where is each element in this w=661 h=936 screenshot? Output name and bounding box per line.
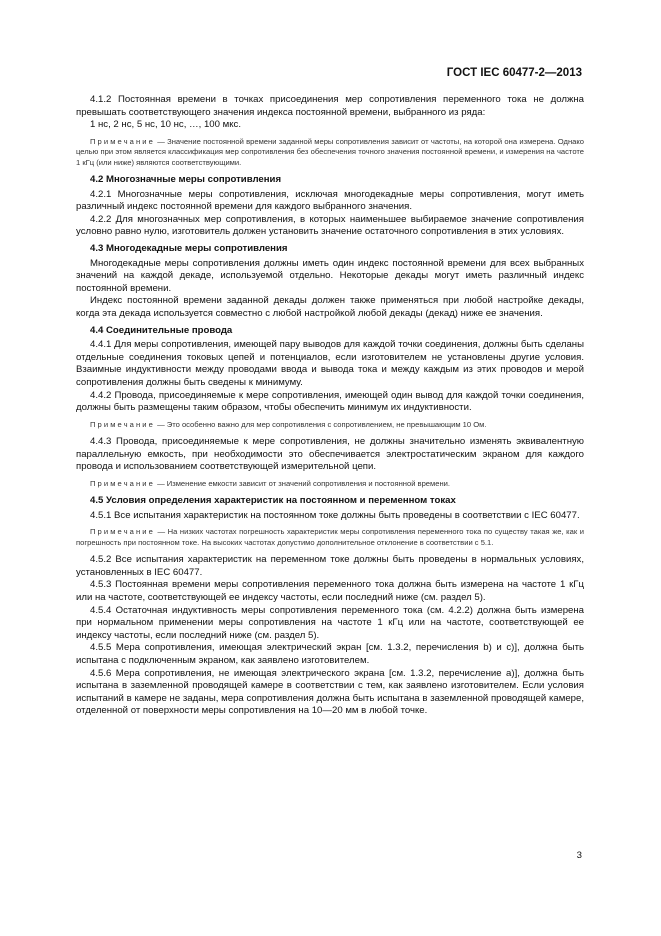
paragraph-4-2-1: 4.2.1 Многозначные меры сопротивления, исключая многодекадные меры сопротивления, могут иметь различный индекс постоянной времени для каждого выбранного значения. — [76, 188, 584, 213]
note-text: — На низких частотах погрешность характеристик меры сопротивления переменного тока по существу такая же, как и погрешность при постоянном токе. На высоких частотах допустимо дополнительное отклонение в соответствии с 5.1. — [76, 527, 584, 547]
note-label: Примечание — [90, 419, 155, 429]
note-2 — [76, 420, 584, 430]
document-body — [76, 94, 584, 718]
note-4 — [76, 527, 584, 548]
note-1 — [76, 137, 584, 168]
paragraph-4-4-3: 4.4.3 Провода, присоединяемые к мере сопротивления, не должны значительно изменять эквивалентную параллельную емкость, при необходимости это обеспечивается электростатическим экраном для каждого провода и использованием соответствующей измерительной цепи. — [76, 436, 584, 473]
paragraph-4-2-2: 4.2.2 Для многозначных мер сопротивления, в которых наименьшее выбираемое значение сопротивления условно равно нулю, изготовитель должен установить значение остаточного сопротивления в этих условиях. — [76, 213, 584, 238]
paragraph-4-3-a: Многодекадные меры сопротивления должны иметь один индекс постоянной времени для всех выбранных значений на каждой декаде, используемой отдельно. Некоторые декады могут иметь различный индекс постоянной времени. — [76, 257, 584, 294]
paragraph-4-5-6: 4.5.6 Мера сопротивления, не имеющая электрического экрана [см. 1.3.2, перечисление a)], должна быть испытана в заземленной проводящей камере в соответствии с тем, как заявлено изготовителем. Если условия испытаний в камере не заданы, мера сопротивления должна быть испытана в заземленной проводящей камере, отделенной от поверхности меры сопротивления на 10—20 мм в любой точке. — [76, 667, 584, 717]
note-text: — Изменение емкости зависит от значений сопротивления и постоянной времени. — [154, 478, 451, 488]
heading-4-4: 4.4 Соединительные провода — [90, 324, 233, 336]
paragraph-4-5-4: 4.5.4 Остаточная индуктивность меры сопротивления переменного тока (см. 4.2.2) должна быть измерена при нормальном применении меры сопротивления на частоте 1 кГц или на частоте, соответствующей ее индексу частоты, если последний ниже (см. раздел 5). — [76, 604, 584, 641]
document-header: ГОСТ IEC 60477-2—2013 — [446, 67, 582, 79]
paragraph-series: 1 нс, 2 нс, 5 нс, 10 нс, …, 100 мкс. — [90, 119, 242, 131]
paragraph-4-5-2: 4.5.2 Все испытания характеристик на переменном токе должны быть проведены в нормальных условиях, установленных в IEC 60477. — [76, 554, 584, 578]
paragraph-4-4-2: 4.4.2 Провода, присоединяемые к мере сопротивления, имеющей один вывод для каждой точки соединения, должны быть размещены таким образом, чтобы обеспечить минимум их индуктивности. — [76, 389, 584, 414]
paragraph-4-5-1: 4.5.1 Все испытания характеристик на постоянном токе должны быть проведены в соответствии с IEC 60477. — [90, 509, 580, 521]
heading-4-2: 4.2 Многозначные меры сопротивления — [90, 174, 282, 185]
page-number: 3 — [576, 850, 582, 861]
note-text: — Значение постоянной времени заданной меры сопротивления зависит от частоты, на которой она измерена. Однако целью при этом является классификация мер сопротивления без обеспечения точного значения постоянной времени, и измерения на частоте 1 кГц (или ниже) являются соответствующими. — [76, 136, 584, 167]
paragraph-4-4-1: 4.4.1 Для меры сопротивления, имеющей пару выводов для каждой точки соединения, должны быть сделаны отдельные соединения токовых цепей и потенциалов, если изготовителем не установлены другие условия. Взаимные индуктивности между проводами ввода и вывода тока и между каждым из этих проводов и мерой сопротивления должны быть сведены к минимуму. — [76, 339, 584, 388]
heading-4-5: 4.5 Условия определения характеристик на постоянном и переменном токах — [90, 495, 456, 507]
note-text: — Это особенно важно для мер сопротивления с сопротивлением, не превышающим 10 Ом. — [154, 419, 487, 429]
paragraph-4-3-b: Индекс постоянной времени заданной декады должен также применяться при любой настройке декады, когда эта декада используется совместно с любой настройкой любой декады (декад) ниже ее значения. — [76, 295, 584, 319]
note-3 — [76, 479, 584, 489]
heading-4-3: 4.3 Многодекадные меры сопротивления — [90, 242, 288, 254]
paragraph-4-1-2: 4.1.2 Постоянная времени в точках присоединения мер сопротивления переменного тока не должна превышать соответствующего значения индекса постоянной времени, выбранного из ряда: — [76, 94, 584, 118]
note-label: Примечание — [90, 136, 155, 146]
note-label: Примечание — [90, 478, 155, 488]
note-label: Примечание — [90, 527, 155, 537]
paragraph-4-5-5: 4.5.5 Мера сопротивления, имеющая электрический экран [см. 1.3.2, перечисления b) и c)], должна быть испытана с подключенным экраном, как заявлено изготовителем. — [76, 642, 584, 667]
paragraph-4-5-3: 4.5.3 Постоянная времени меры сопротивления переменного тока должна быть измерена на частоте 1 кГц или на частоте, соответствующей ее индексу частоты, если последний ниже (см. раздел 5). — [76, 579, 584, 604]
